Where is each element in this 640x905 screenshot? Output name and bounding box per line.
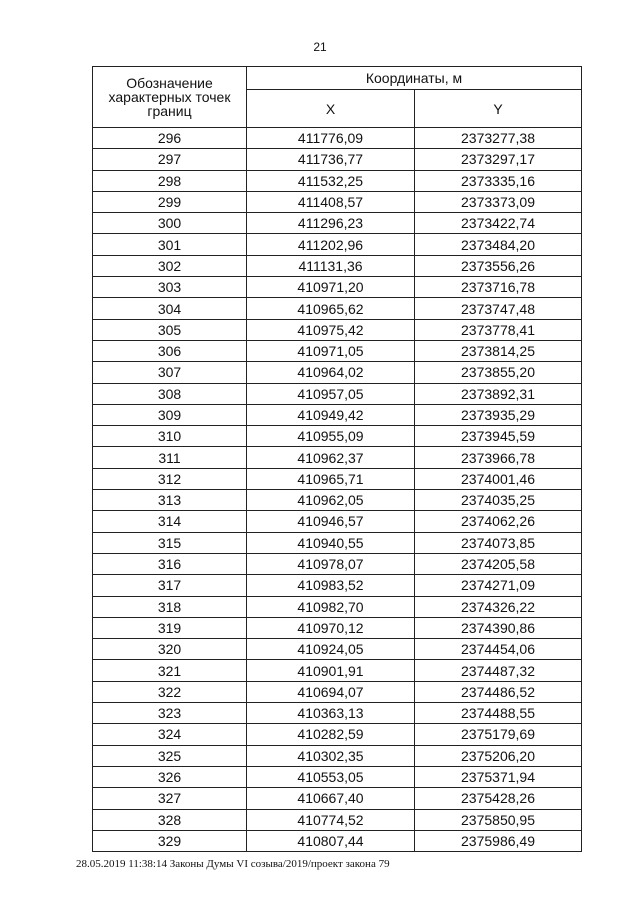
table-row bbox=[93, 213, 582, 234]
header-point-label: Обозначение характерных точек границ bbox=[93, 67, 247, 128]
table-row bbox=[93, 447, 582, 468]
table-body bbox=[93, 128, 582, 852]
table-row bbox=[93, 362, 582, 383]
cell-x: 410694,07 bbox=[247, 681, 415, 702]
cell-y: 2375428,26 bbox=[415, 788, 582, 809]
table-row bbox=[93, 788, 582, 809]
cell-y: 2375179,69 bbox=[415, 724, 582, 745]
cell-y: 2373335,16 bbox=[415, 170, 582, 191]
cell-x: 410924,05 bbox=[247, 639, 415, 660]
cell-point-number: 304 bbox=[93, 298, 247, 319]
cell-y: 2373556,26 bbox=[415, 255, 582, 276]
cell-x: 410962,05 bbox=[247, 490, 415, 511]
cell-point-number: 306 bbox=[93, 340, 247, 361]
cell-y: 2373747,48 bbox=[415, 298, 582, 319]
cell-point-number: 303 bbox=[93, 277, 247, 298]
cell-y: 2374062,26 bbox=[415, 511, 582, 532]
cell-x: 410807,44 bbox=[247, 830, 415, 851]
cell-x: 410970,12 bbox=[247, 617, 415, 638]
cell-y: 2374487,32 bbox=[415, 660, 582, 681]
table-row bbox=[93, 383, 582, 404]
page-number: 21 bbox=[313, 40, 327, 54]
table-row bbox=[93, 170, 582, 191]
cell-point-number: 299 bbox=[93, 191, 247, 212]
cell-point-number: 310 bbox=[93, 426, 247, 447]
cell-point-number: 328 bbox=[93, 809, 247, 830]
cell-x: 410982,70 bbox=[247, 596, 415, 617]
cell-x: 411532,25 bbox=[247, 170, 415, 191]
cell-x: 410949,42 bbox=[247, 404, 415, 425]
cell-point-number: 313 bbox=[93, 490, 247, 511]
cell-point-number: 315 bbox=[93, 532, 247, 553]
cell-point-number: 318 bbox=[93, 596, 247, 617]
table-row bbox=[93, 255, 582, 276]
cell-y: 2374035,25 bbox=[415, 490, 582, 511]
cell-x: 410962,37 bbox=[247, 447, 415, 468]
table-row bbox=[93, 277, 582, 298]
cell-x: 410957,05 bbox=[247, 383, 415, 404]
cell-y: 2375371,94 bbox=[415, 766, 582, 787]
cell-point-number: 297 bbox=[93, 149, 247, 170]
cell-y: 2373373,09 bbox=[415, 191, 582, 212]
cell-y: 2375850,95 bbox=[415, 809, 582, 830]
cell-point-number: 298 bbox=[93, 170, 247, 191]
cell-point-number: 317 bbox=[93, 575, 247, 596]
cell-y: 2374271,09 bbox=[415, 575, 582, 596]
cell-x: 410964,02 bbox=[247, 362, 415, 383]
cell-point-number: 307 bbox=[93, 362, 247, 383]
document-footer: 28.05.2019 11:38:14 Законы Думы VI созыва/2019/проект закона 79 bbox=[76, 858, 390, 870]
cell-point-number: 296 bbox=[93, 128, 247, 149]
cell-point-number: 319 bbox=[93, 617, 247, 638]
table-row bbox=[93, 766, 582, 787]
cell-point-number: 311 bbox=[93, 447, 247, 468]
cell-point-number: 312 bbox=[93, 468, 247, 489]
cell-point-number: 320 bbox=[93, 639, 247, 660]
table-row bbox=[93, 809, 582, 830]
cell-point-number: 309 bbox=[93, 404, 247, 425]
cell-y: 2373814,25 bbox=[415, 340, 582, 361]
table-row bbox=[93, 532, 582, 553]
table-row bbox=[93, 660, 582, 681]
table-row bbox=[93, 596, 582, 617]
cell-x: 410940,55 bbox=[247, 532, 415, 553]
cell-point-number: 325 bbox=[93, 745, 247, 766]
table-row bbox=[93, 149, 582, 170]
cell-y: 2374390,86 bbox=[415, 617, 582, 638]
header-y: Y bbox=[415, 90, 582, 128]
cell-y: 2373855,20 bbox=[415, 362, 582, 383]
table-row bbox=[93, 553, 582, 574]
cell-y: 2373422,74 bbox=[415, 213, 582, 234]
cell-point-number: 322 bbox=[93, 681, 247, 702]
table-row bbox=[93, 490, 582, 511]
table-row bbox=[93, 639, 582, 660]
table-row bbox=[93, 128, 582, 149]
cell-y: 2373297,17 bbox=[415, 149, 582, 170]
table-row bbox=[93, 319, 582, 340]
table-row bbox=[93, 404, 582, 425]
cell-x: 410965,71 bbox=[247, 468, 415, 489]
cell-y: 2373484,20 bbox=[415, 234, 582, 255]
cell-x: 411296,23 bbox=[247, 213, 415, 234]
coordinates-table bbox=[92, 66, 582, 852]
cell-y: 2373892,31 bbox=[415, 383, 582, 404]
cell-y: 2374001,46 bbox=[415, 468, 582, 489]
table-row bbox=[93, 617, 582, 638]
cell-y: 2374073,85 bbox=[415, 532, 582, 553]
cell-x: 410955,09 bbox=[247, 426, 415, 447]
cell-x: 410901,91 bbox=[247, 660, 415, 681]
table-row bbox=[93, 745, 582, 766]
cell-x: 410971,05 bbox=[247, 340, 415, 361]
table-row bbox=[93, 426, 582, 447]
cell-y: 2373778,41 bbox=[415, 319, 582, 340]
header-coordinates: Координаты, м bbox=[247, 67, 582, 90]
cell-point-number: 301 bbox=[93, 234, 247, 255]
cell-y: 2374326,22 bbox=[415, 596, 582, 617]
header-x: X bbox=[247, 90, 415, 128]
cell-point-number: 324 bbox=[93, 724, 247, 745]
table-row bbox=[93, 298, 582, 319]
table-row bbox=[93, 575, 582, 596]
cell-x: 410363,13 bbox=[247, 703, 415, 724]
cell-point-number: 308 bbox=[93, 383, 247, 404]
cell-y: 2373716,78 bbox=[415, 277, 582, 298]
cell-x: 411408,57 bbox=[247, 191, 415, 212]
cell-point-number: 300 bbox=[93, 213, 247, 234]
cell-point-number: 329 bbox=[93, 830, 247, 851]
cell-point-number: 327 bbox=[93, 788, 247, 809]
cell-y: 2373945,59 bbox=[415, 426, 582, 447]
cell-y: 2373966,78 bbox=[415, 447, 582, 468]
cell-y: 2375206,20 bbox=[415, 745, 582, 766]
cell-x: 411776,09 bbox=[247, 128, 415, 149]
table-row bbox=[93, 468, 582, 489]
cell-y: 2373277,38 bbox=[415, 128, 582, 149]
cell-x: 411736,77 bbox=[247, 149, 415, 170]
cell-x: 410946,57 bbox=[247, 511, 415, 532]
cell-y: 2375986,49 bbox=[415, 830, 582, 851]
cell-x: 410965,62 bbox=[247, 298, 415, 319]
cell-x: 410774,52 bbox=[247, 809, 415, 830]
cell-x: 410971,20 bbox=[247, 277, 415, 298]
cell-x: 411131,36 bbox=[247, 255, 415, 276]
cell-x: 411202,96 bbox=[247, 234, 415, 255]
cell-y: 2374488,55 bbox=[415, 703, 582, 724]
table-row bbox=[93, 191, 582, 212]
cell-point-number: 321 bbox=[93, 660, 247, 681]
cell-x: 410975,42 bbox=[247, 319, 415, 340]
table-row bbox=[93, 340, 582, 361]
cell-x: 410983,52 bbox=[247, 575, 415, 596]
cell-x: 410302,35 bbox=[247, 745, 415, 766]
cell-x: 410282,59 bbox=[247, 724, 415, 745]
cell-x: 410553,05 bbox=[247, 766, 415, 787]
cell-x: 410667,40 bbox=[247, 788, 415, 809]
cell-y: 2373935,29 bbox=[415, 404, 582, 425]
table-row bbox=[93, 234, 582, 255]
table-row bbox=[93, 703, 582, 724]
table-row bbox=[93, 830, 582, 851]
cell-x: 410978,07 bbox=[247, 553, 415, 574]
cell-point-number: 314 bbox=[93, 511, 247, 532]
cell-y: 2374486,52 bbox=[415, 681, 582, 702]
cell-y: 2374205,58 bbox=[415, 553, 582, 574]
table-row bbox=[93, 724, 582, 745]
cell-point-number: 302 bbox=[93, 255, 247, 276]
cell-point-number: 326 bbox=[93, 766, 247, 787]
cell-point-number: 323 bbox=[93, 703, 247, 724]
cell-point-number: 316 bbox=[93, 553, 247, 574]
cell-point-number: 305 bbox=[93, 319, 247, 340]
table-row bbox=[93, 681, 582, 702]
cell-y: 2374454,06 bbox=[415, 639, 582, 660]
table-row bbox=[93, 511, 582, 532]
